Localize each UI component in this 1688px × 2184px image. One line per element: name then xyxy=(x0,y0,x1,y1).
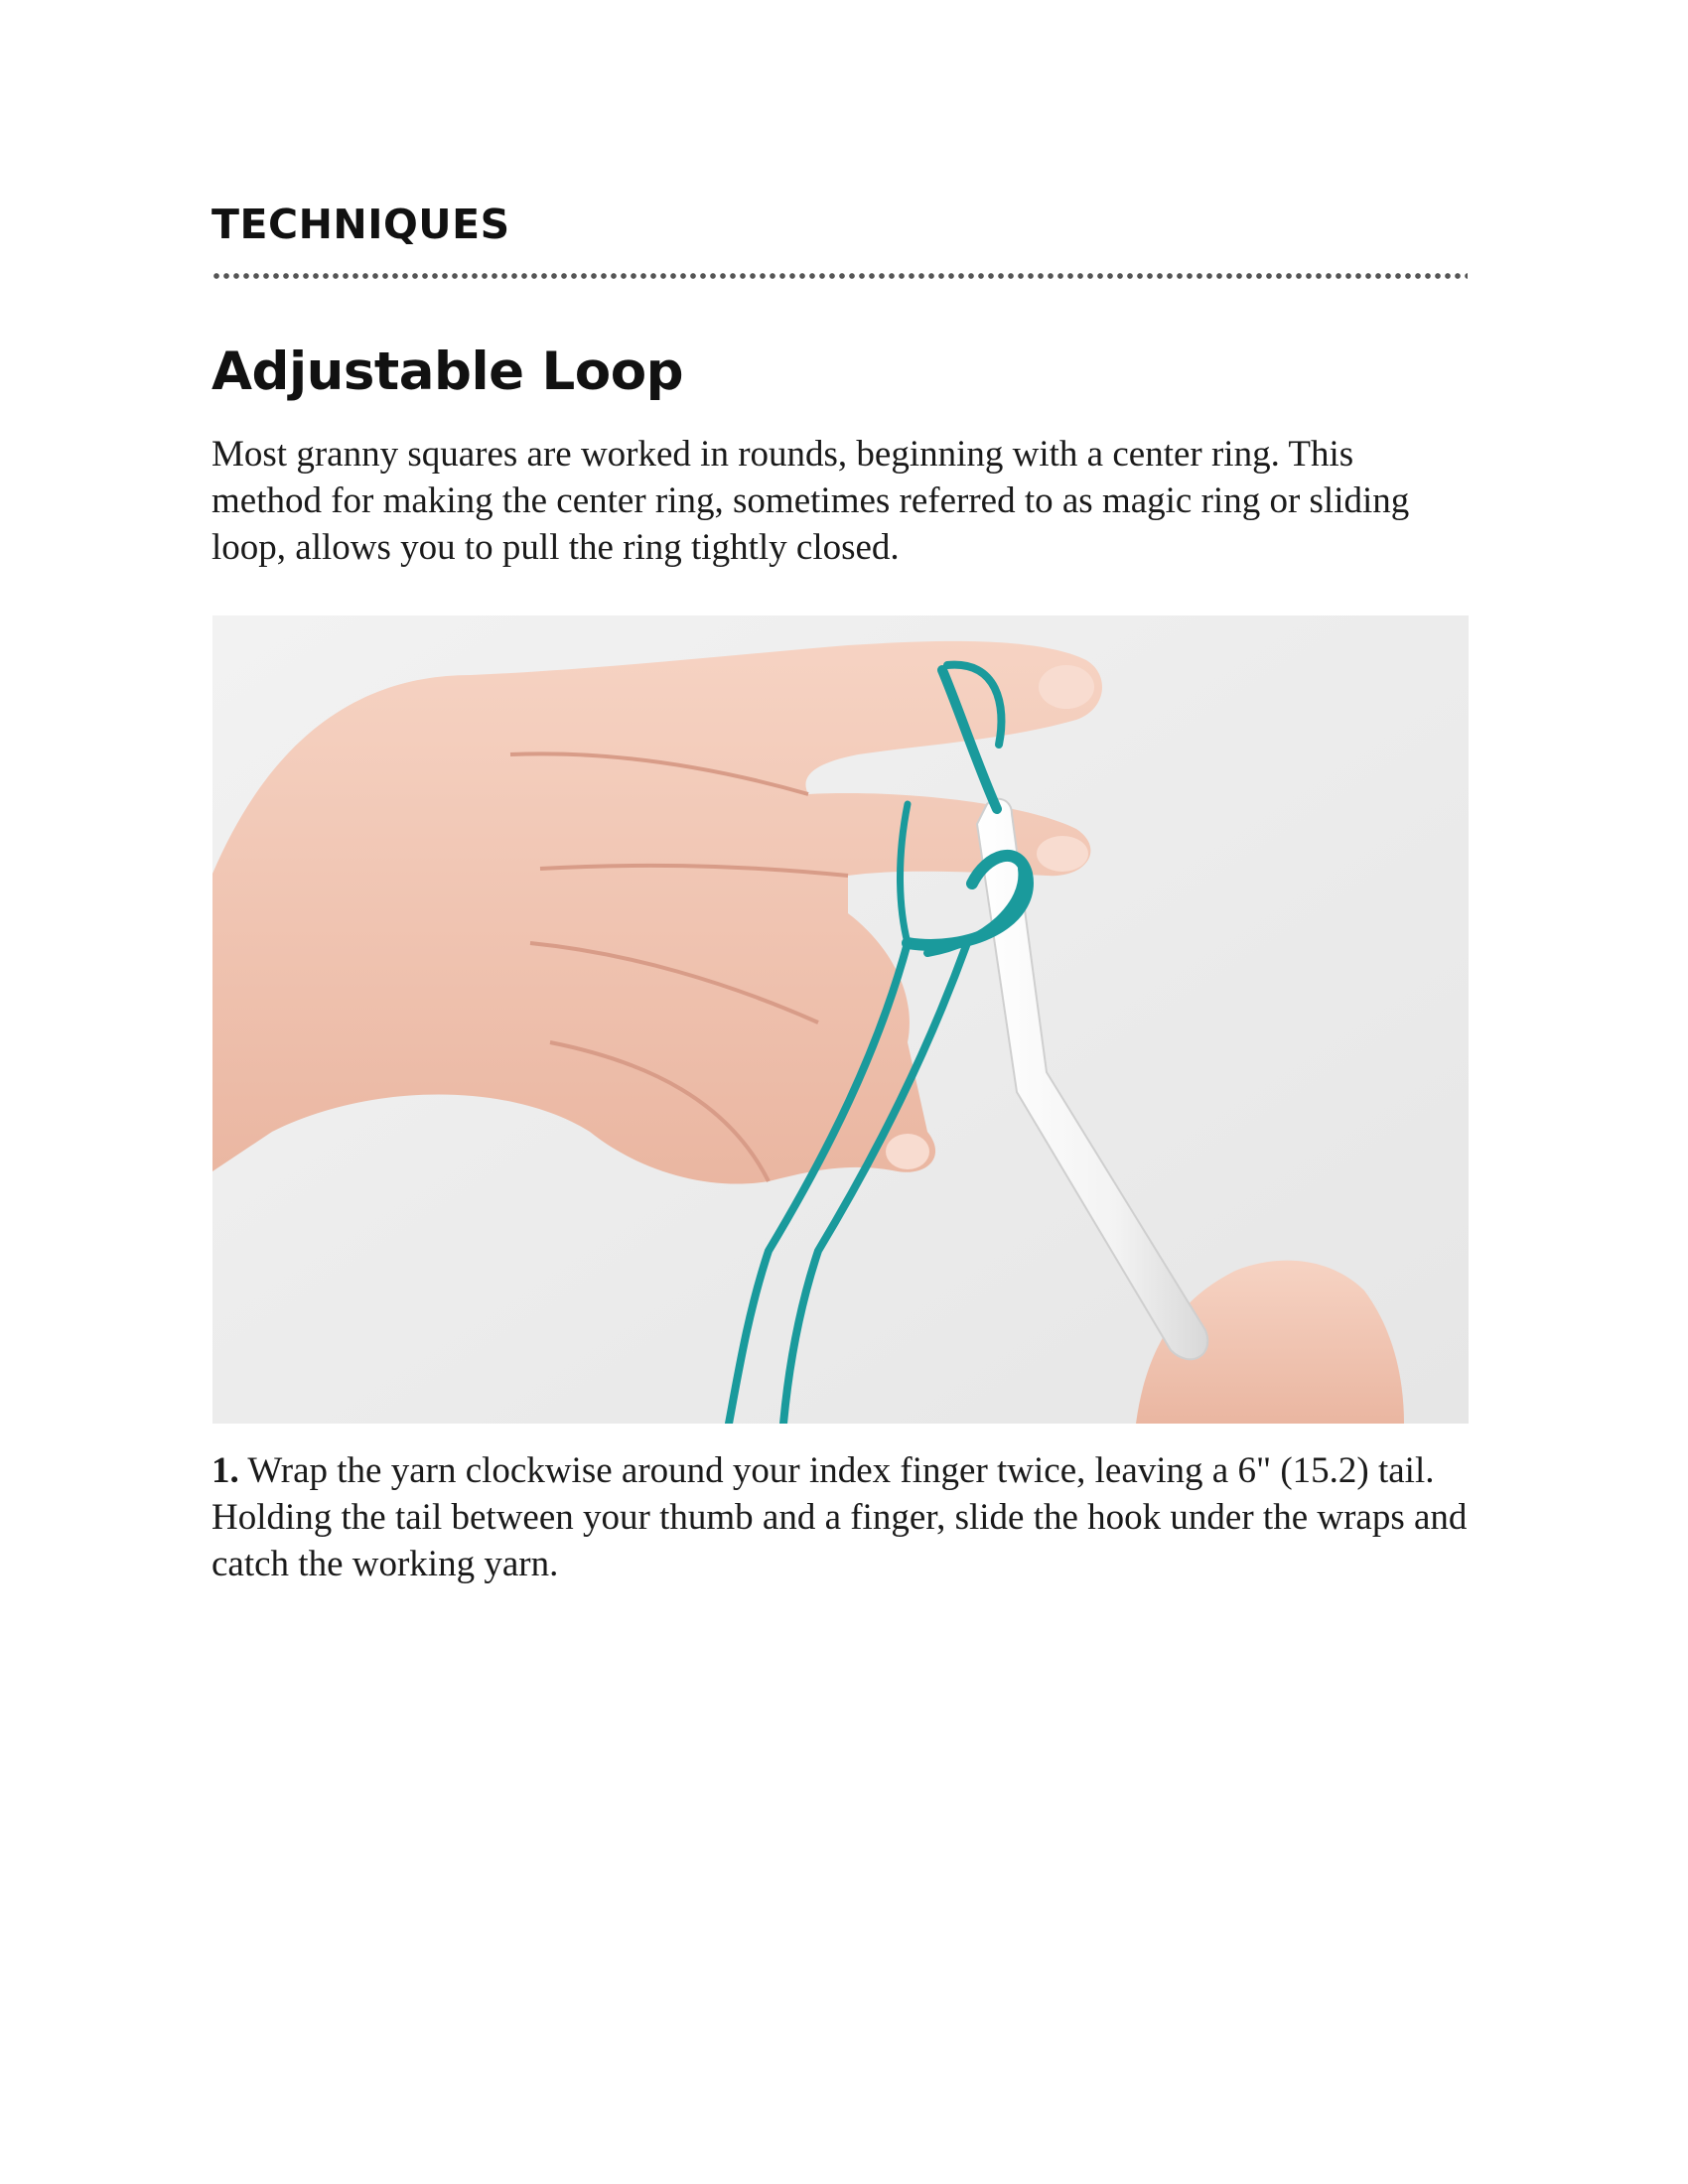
section-label: TECHNIQUES xyxy=(211,201,510,248)
dotted-divider xyxy=(211,272,1468,280)
article-title: Adjustable Loop xyxy=(211,341,684,402)
step-text: Wrap the yarn clockwise around your index finger twice, leaving a 6" (15.2) tail. Holding the tail between your thumb and a finger, slide the hook under the wraps and catch the working yarn. xyxy=(211,1450,1468,1584)
fingernail xyxy=(1037,836,1088,872)
intro-paragraph: Most granny squares are worked in rounds, beginning with a center ring. This method for making the center ring, sometimes referred to as magic ring or sliding loop, allows you to pull the ring tightly closed. xyxy=(211,434,1410,568)
step-1-caption xyxy=(211,1447,1473,1587)
fingernail xyxy=(1039,665,1094,709)
technique-photo xyxy=(212,615,1469,1424)
fingernail xyxy=(886,1134,929,1169)
step-number: 1. xyxy=(211,1450,239,1491)
